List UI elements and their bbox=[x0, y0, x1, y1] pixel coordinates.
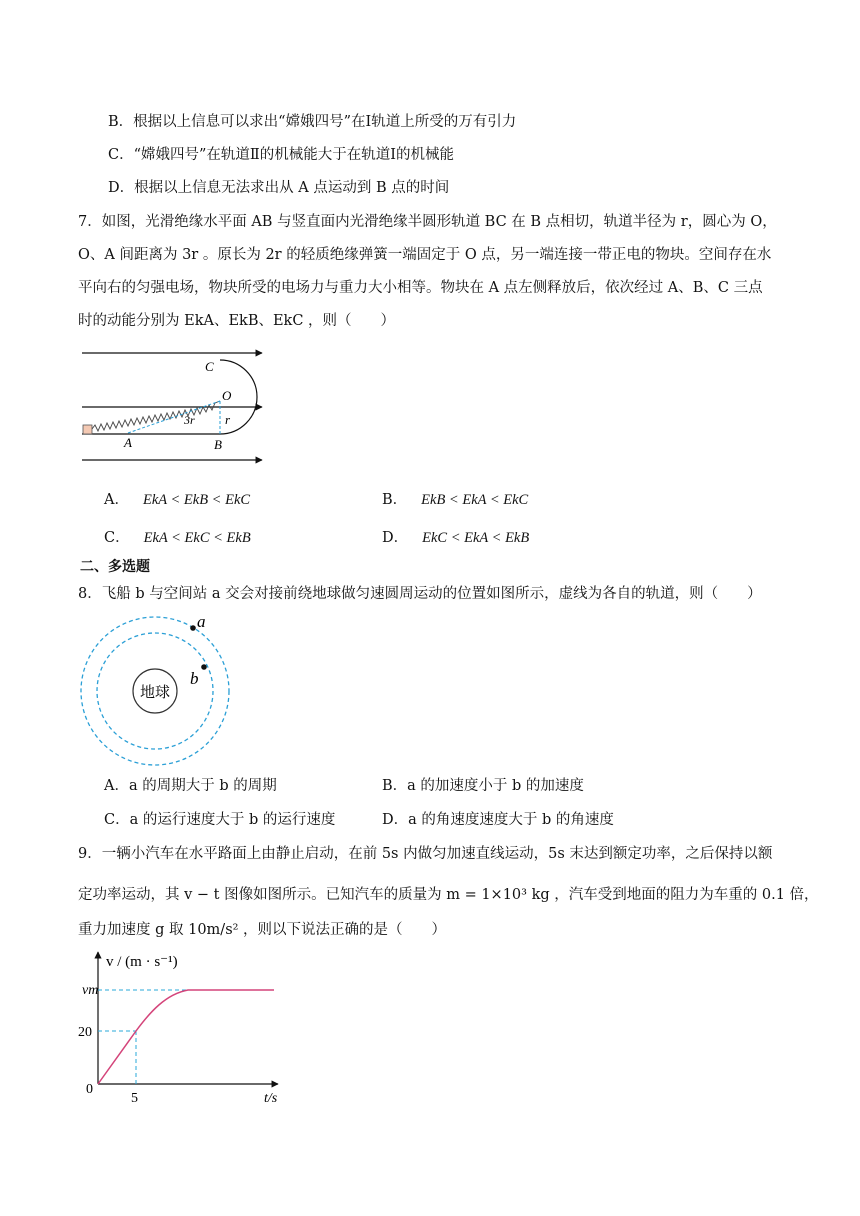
label-a: a bbox=[197, 612, 206, 631]
q7-stem-line-2: O、A 间距离为 3r 。原长为 2r 的轻质绝缘弹簧一端固定于 O 点，另一端连接一带正电的物块。空间存在水 bbox=[78, 247, 772, 263]
y-axis-label: v / (m · s⁻¹) bbox=[106, 954, 178, 970]
q7-option-c bbox=[104, 528, 251, 548]
tick-20: 20 bbox=[78, 1025, 92, 1040]
option-text: 根据以上信息无法求出从 A 点运动到 B 点的时间 bbox=[134, 180, 450, 196]
spring bbox=[92, 401, 220, 431]
label-b: b bbox=[190, 669, 199, 688]
q7-stem-line-4: 时的动能分别为 EkA、EkB、EkC ，则（ ） bbox=[78, 313, 396, 329]
option-label: B． bbox=[382, 778, 408, 794]
option-label: A． bbox=[104, 492, 129, 508]
q8-option-c bbox=[104, 810, 335, 830]
origin-label: 0 bbox=[86, 1082, 93, 1097]
option-label: B． bbox=[108, 114, 134, 130]
option-label: C． bbox=[104, 530, 130, 546]
option-text: EkC < EkA < EkB bbox=[422, 530, 530, 546]
option-text: a 的角速度速度大于 b 的角速度 bbox=[408, 812, 614, 828]
label-a: A bbox=[124, 435, 132, 450]
option-text: 根据以上信息可以求出“嫦娥四号”在Ⅰ轨道上所受的万有引力 bbox=[133, 114, 517, 130]
ship-b-dot bbox=[201, 664, 207, 670]
q8-figure bbox=[78, 612, 238, 772]
earth-label: 地球 bbox=[139, 685, 171, 701]
q7-stem-line-3: 平向右的匀强电场，物块所受的电场力与重力大小相等。物块在 A 点左侧释放后，依次经过 A、B、C 三点 bbox=[78, 280, 763, 296]
x-axis-label: t/s bbox=[264, 1091, 278, 1106]
option-text: EkA < EkC < EkB bbox=[143, 530, 251, 546]
q7-stem-line-1: 7．如图，光滑绝缘水平面 AB 与竖直面内光滑绝缘半圆形轨道 BC 在 B 点相切，轨道半径为 r，圆心为 O， bbox=[78, 214, 777, 230]
label-b: B bbox=[214, 437, 222, 452]
option-text: EkB < EkA < EkC bbox=[421, 492, 529, 508]
q6-option-c bbox=[108, 145, 454, 165]
option-label: D． bbox=[382, 812, 409, 828]
option-text: a 的加速度小于 b 的加速度 bbox=[407, 778, 584, 794]
option-text: a 的运行速度大于 b 的运行速度 bbox=[129, 812, 336, 828]
q6-option-d bbox=[108, 178, 449, 198]
option-label: D． bbox=[382, 530, 409, 546]
option-label: C． bbox=[104, 812, 130, 828]
label-r: r bbox=[225, 412, 231, 427]
v-t-curve bbox=[98, 990, 274, 1084]
q6-option-b bbox=[108, 112, 516, 132]
label-c: C bbox=[205, 359, 214, 374]
q9-stem-line-2: 定功率运动，其 v − t 图像如图所示。已知汽车的质量为 m = 1×10³ kg ，汽车受到地面的阻力为车重的 0.1 倍， bbox=[78, 887, 819, 903]
block bbox=[83, 425, 92, 434]
option-text: “嫦娥四号”在轨道Ⅱ的机械能大于在轨道Ⅰ的机械能 bbox=[133, 147, 455, 163]
q8-option-b bbox=[382, 776, 584, 796]
section-heading: 二、多选题 bbox=[80, 559, 150, 575]
vm-label: vm bbox=[82, 983, 99, 998]
dashed-oa bbox=[128, 401, 220, 433]
q8-stem: 8．飞船 b 与空间站 a 交会对接前绕地球做匀速圆周运动的位置如图所示，虚线为各自的轨道，则（ ） bbox=[78, 586, 762, 602]
option-label: B． bbox=[382, 492, 408, 508]
q7-figure bbox=[80, 345, 275, 470]
option-text: EkA < EkB < EkC bbox=[142, 492, 251, 508]
q7-option-b bbox=[382, 490, 528, 510]
q9-stem-line-1: 9．一辆小汽车在水平路面上由静止启动，在前 5s 内做匀加速直线运动，5s 末达到额定功率，之后保持以额 bbox=[78, 846, 773, 862]
tick-5: 5 bbox=[131, 1091, 138, 1106]
option-label: C． bbox=[108, 147, 134, 163]
q8-option-a bbox=[104, 776, 277, 796]
q9-stem-line-3: 重力加速度 g 取 10m/s² ，则以下说法正确的是（ ） bbox=[78, 922, 447, 938]
station-a-dot bbox=[190, 625, 196, 631]
q8-option-d bbox=[382, 810, 614, 830]
option-label: D． bbox=[108, 180, 135, 196]
q7-option-a bbox=[104, 490, 250, 510]
q9-graph bbox=[78, 948, 288, 1108]
label-o: O bbox=[222, 388, 232, 403]
q7-option-d bbox=[382, 528, 529, 548]
option-label: A． bbox=[104, 778, 129, 794]
option-text: a 的周期大于 b 的周期 bbox=[128, 778, 277, 794]
label-3r: 3r bbox=[184, 413, 195, 427]
